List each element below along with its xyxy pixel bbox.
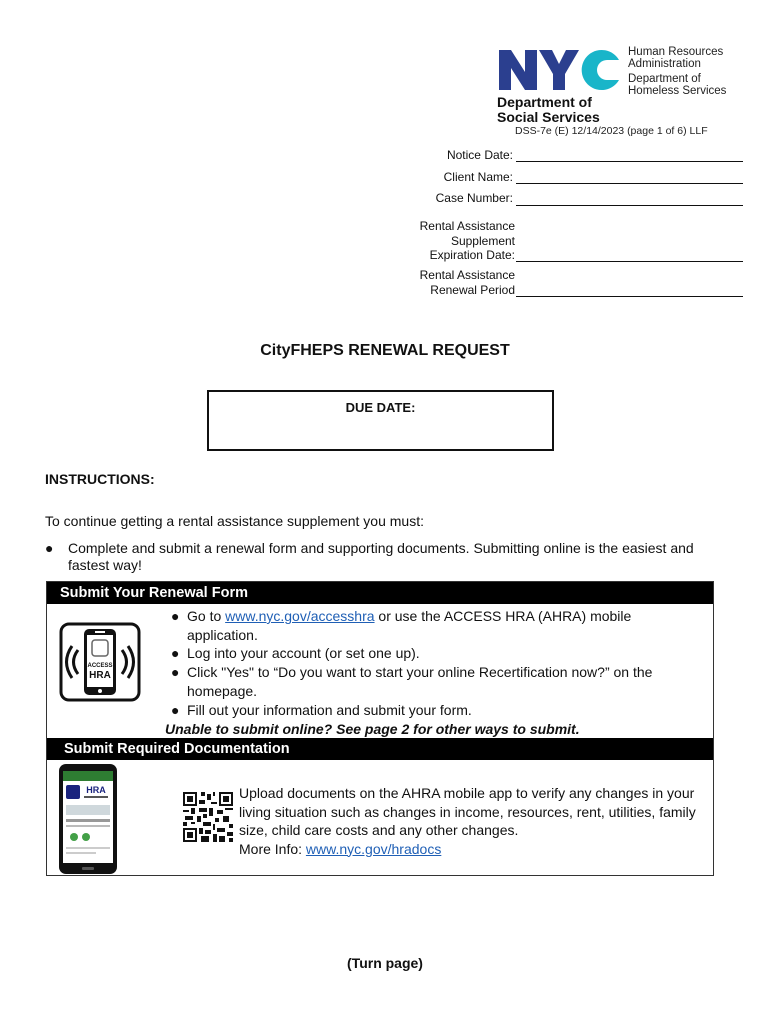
main-bullet-text: Complete and submit a renewal form and supporting documents. Submitting online is the easiest and fastest way! (68, 540, 694, 573)
bullet-icon: ● (171, 702, 180, 718)
step-item (171, 644, 691, 663)
label-line: Supplement (450, 233, 515, 248)
phone-text: ACCESS (87, 663, 113, 669)
case-number-field[interactable] (516, 205, 743, 206)
qr-code-icon (183, 792, 233, 842)
due-date-label: DUE DATE: (345, 400, 416, 415)
label-line: Renewal Period (430, 282, 515, 297)
expiration-date-label (345, 219, 515, 263)
step-item (171, 663, 691, 700)
nyc-logo-icon (497, 46, 621, 94)
label-line: Rental Assistance (419, 219, 515, 233)
step-item (171, 607, 691, 644)
bullet-icon: ● (171, 608, 180, 624)
page-title: CityFHEPS RENEWAL REQUEST (260, 342, 510, 359)
agency-line: Homeless Services (628, 85, 727, 97)
agency-names (628, 46, 726, 97)
bullet-icon: ● (171, 645, 180, 661)
department-name (497, 95, 600, 125)
case-number-label: Case Number: (435, 191, 513, 205)
form-id: DSS-7e (E) 12/14/2023 (page 1 of 6) LLF (515, 125, 708, 137)
unable-note: Unable to submit online? See page 2 for other ways to submit. (165, 721, 580, 737)
hra-app-phone-icon (58, 763, 118, 875)
bullet-icon: ● (171, 664, 180, 680)
step-item (171, 701, 691, 720)
step-text: or use the ACCESS HRA (AHRA) mobile application. (187, 608, 632, 643)
department-line: Social Services (497, 109, 600, 125)
upload-instructions (239, 784, 709, 858)
agency-line: Department of (628, 73, 701, 85)
client-name-field[interactable] (516, 183, 743, 184)
phone-text: HRA (89, 670, 111, 681)
instructions-heading: INSTRUCTIONS: (45, 471, 155, 487)
expiration-date-field[interactable] (516, 261, 743, 262)
step-text: Go to (187, 608, 226, 624)
renewal-period-field[interactable] (516, 296, 743, 297)
step-text: Fill out your information and submit your form. (187, 702, 472, 718)
step-text: Click "Yes" to “Do you want to start your online Recertification now?” on the homepage. (187, 664, 653, 699)
intro-text: To continue getting a rental assistance supplement you must: (45, 513, 424, 529)
bullet-icon: ● (45, 540, 54, 556)
upload-text: Upload documents on the AHRA mobile app to verify any changes in your living situation such as changes in income, resources, rent, utilities, family size, child care costs and any other changes. (239, 785, 696, 838)
mobile-phone-icon (59, 622, 141, 702)
turn-page-note: (Turn page) (347, 955, 423, 971)
department-line: Department of (497, 94, 592, 110)
notice-date-label: Notice Date: (446, 148, 513, 162)
step-text: Log into your account (or set one up). (187, 645, 420, 661)
label-line: Expiration Date: (429, 248, 515, 262)
renewal-period-label (345, 268, 515, 297)
accesshra-link[interactable]: www.nyc.gov/accesshra (225, 608, 375, 624)
main-bullet (45, 540, 735, 574)
agency-line: Human Resources (628, 46, 724, 58)
app-screen-text: HRA (86, 785, 106, 795)
client-name-label: Client Name: (443, 170, 513, 184)
section-heading-documentation: Submit Required Documentation (47, 738, 713, 760)
notice-date-field[interactable] (516, 161, 743, 162)
label-line: Rental Assistance (419, 268, 515, 282)
agency-line: Administration (628, 58, 701, 70)
section-heading-renewal: Submit Your Renewal Form (47, 582, 713, 604)
due-date-box[interactable] (207, 390, 554, 451)
steps-table (46, 581, 714, 876)
more-info-label: More Info: (239, 840, 306, 857)
hradocs-link[interactable]: www.nyc.gov/hradocs (305, 840, 442, 857)
